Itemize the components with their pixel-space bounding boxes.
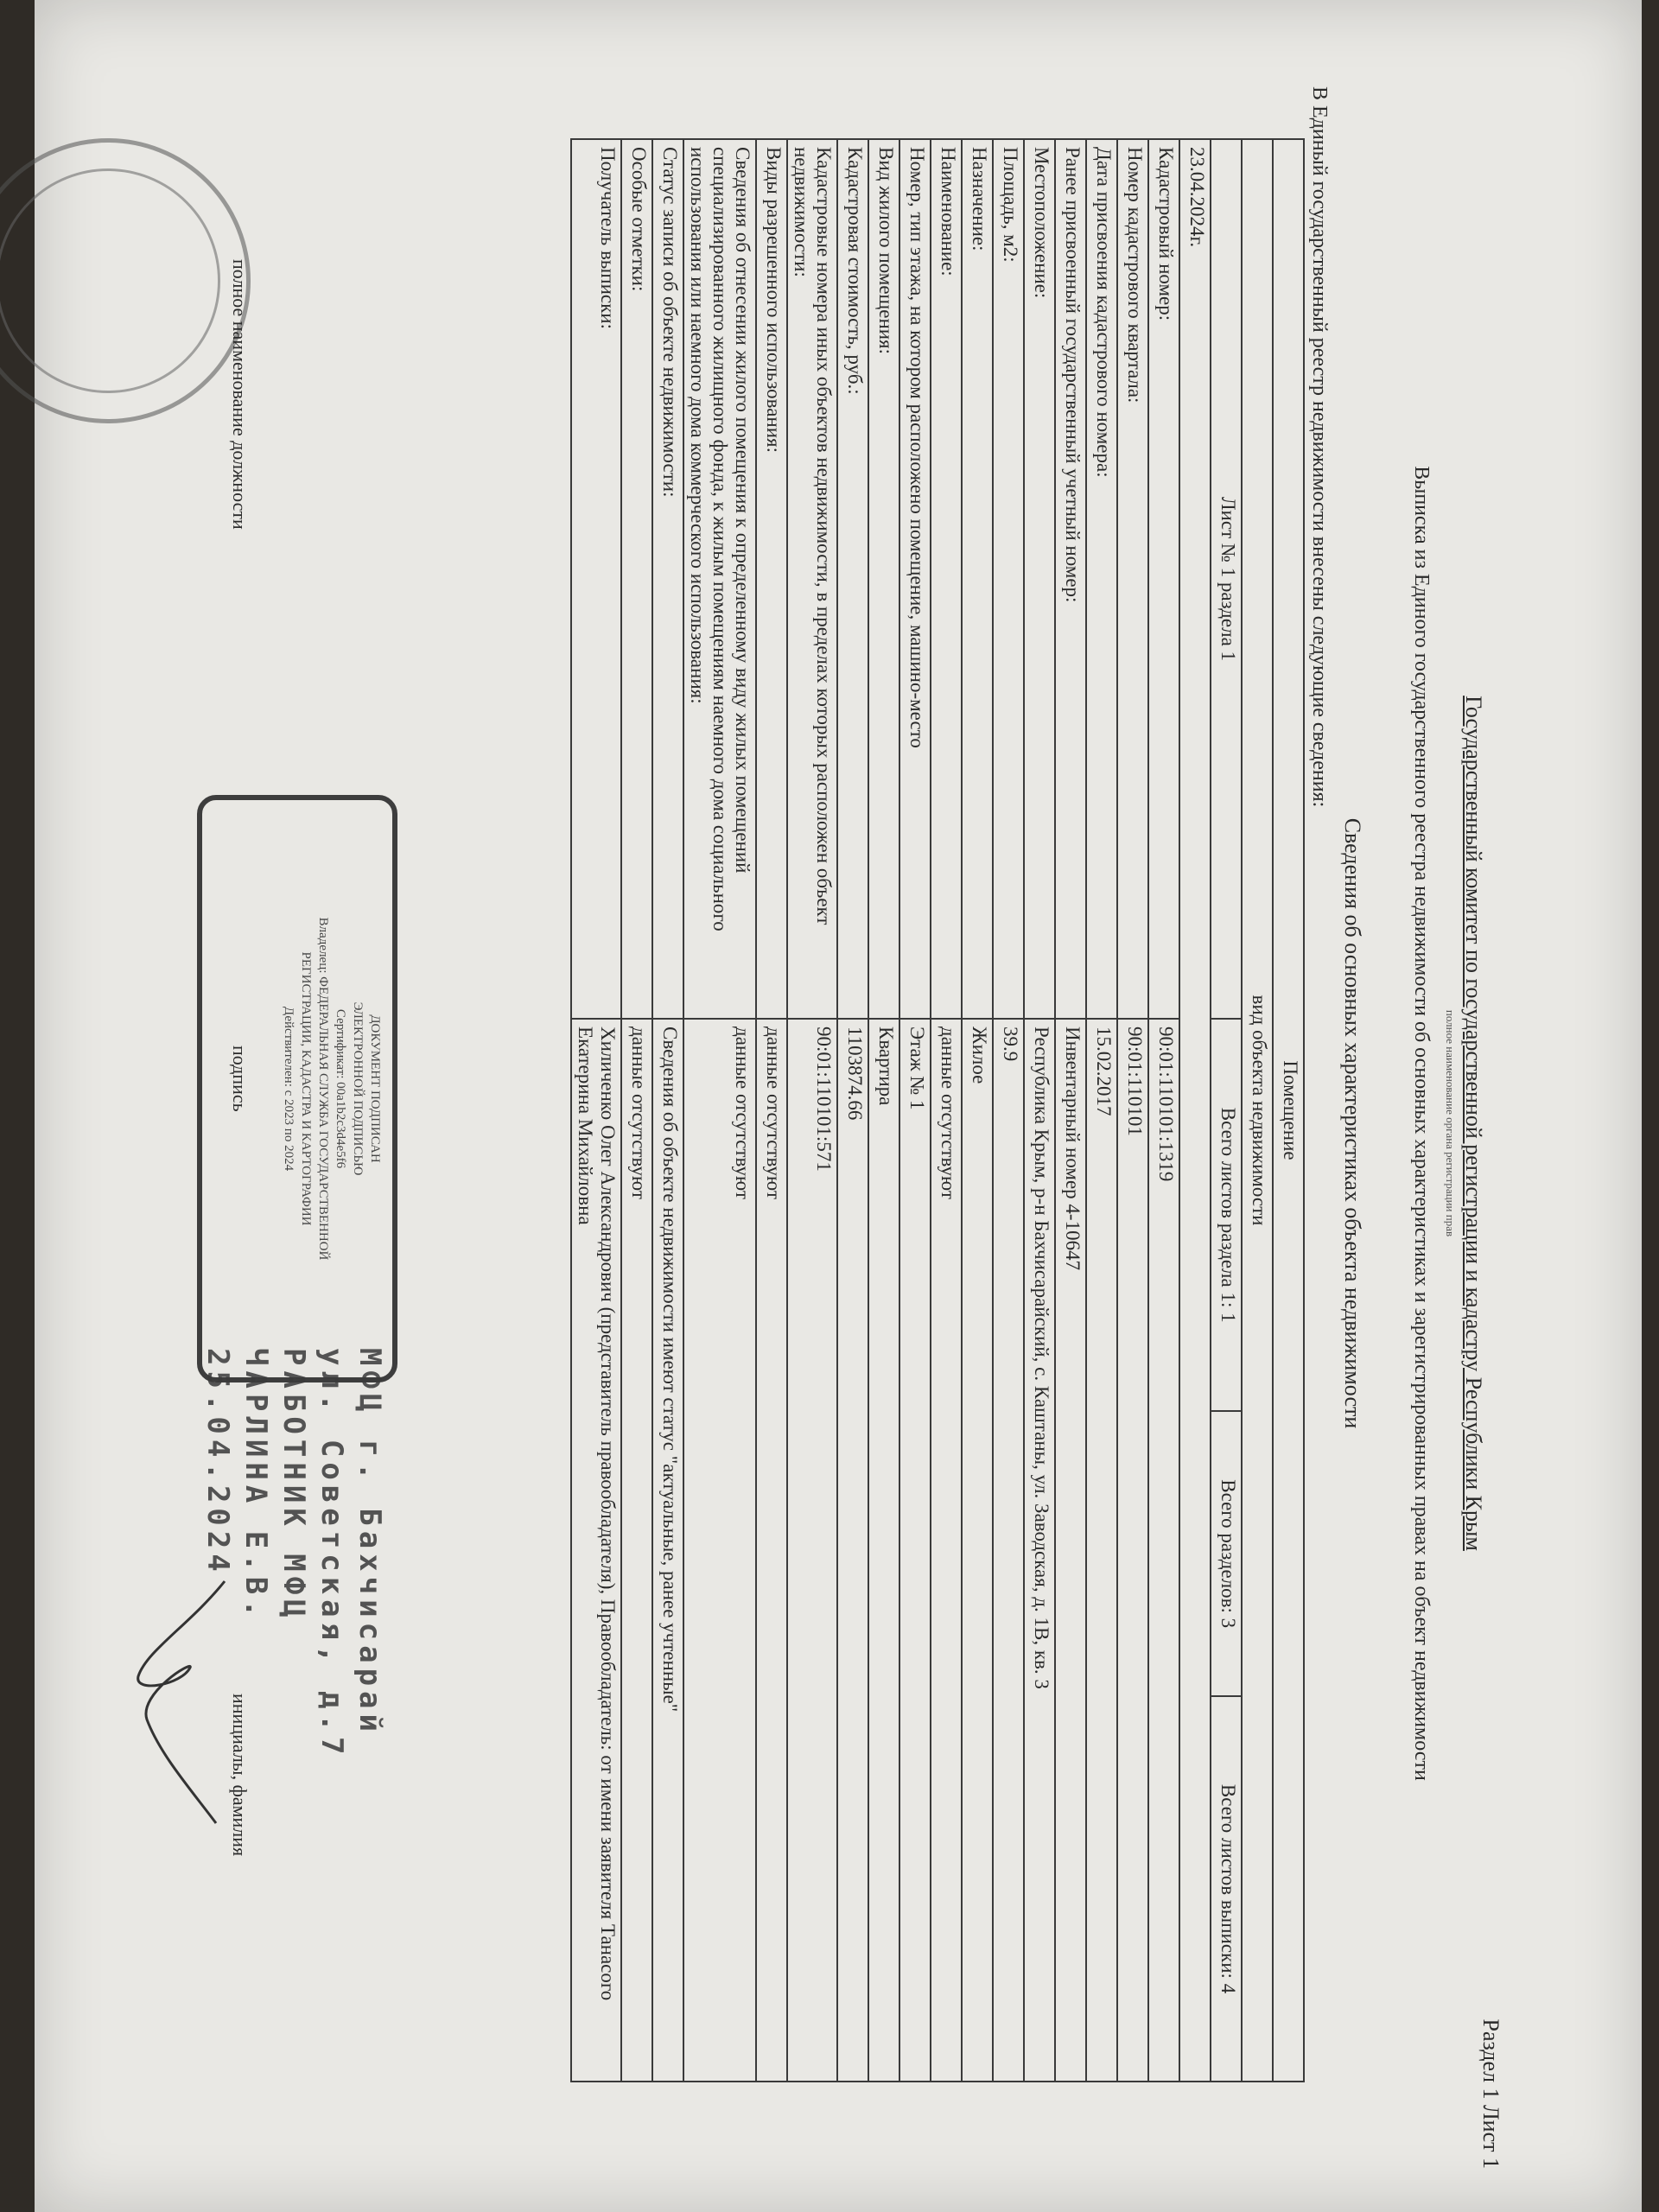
row-label: Ранее присвоенный государственный учетный номер: [1055,139,1086,1019]
mfc-stamp-line-1: МФЦ г. Бахчисарай [353,1348,387,1737]
object-type: Помещение [1273,139,1304,2082]
row-value: Инвентарный номер 4-10647 [1055,1019,1086,2082]
row-label: Местоположение: [1024,139,1055,1019]
row-label: Кадастровая стоимость, руб.: [837,139,868,1019]
row-value: Сведения об объекте недвижимости имеют статус "актуальные, ранее учтенные" [652,1019,683,2082]
table-row [1055,139,1086,2082]
row-value: 90:01:110101:571 [787,1019,837,2082]
row-value: 1103874.66 [837,1019,868,2082]
sign-caption: подпись [229,1046,251,1112]
table-row [1024,139,1055,2082]
row-value: Хиличенко Олег Александрович (представитель правообладателя), Правообладатель: от имени заявителя Танасого Екатерина Михайловна [571,1019,621,2082]
table-row [837,139,868,2082]
handwritten-signature [121,1573,242,1832]
row-label: Кадастровый номер: [1148,139,1179,1019]
extract-date: 23.04.2024г. [1179,139,1211,2082]
table-row [962,139,993,2082]
document-title: Выписка из Единого государственного реестра недвижимости об основных характеристиках и зарегистрированных правах на объект недвижимости [1410,466,1433,1781]
row-value: Республика Крым, р-н Бахчисарайский, с. Каштаны, ул. Заводская, д. 1В, кв. 3 [1024,1019,1055,2082]
row-label: Статус записи об объекте недвижимости: [652,139,683,1019]
table-row [756,139,787,2082]
position-caption: полное наименование должности [229,259,251,530]
rotated-document [104,52,1521,2195]
ds-line-2: Владелец: ФЕДЕРАЛЬНАЯ СЛУЖБА ГОСУДАРСТВЕННОЙ [316,917,330,1261]
table-row [899,139,931,2082]
row-value: данные отсутствуют [931,1019,962,2082]
row-label: Виды разрешенного использования: [756,139,787,1019]
row-label: Сведения об отнесении жилого помещения к определенному виду жилых помещений специализированного жилищного фонда, к жилым помещениям наемного дома социального использования или наемного дома коммерческого использования: [683,139,756,1019]
table-row [1117,139,1148,2082]
table-row [1148,139,1179,2082]
mfc-stamp-line-5: 25.04.2024 [200,1348,235,1577]
seal-stamp [0,138,251,423]
mfc-stamp-line-4: ЧАРЛИНА Е.В. [238,1348,273,1623]
row-value: 90:01:110101:1319 [1148,1019,1179,2082]
row-label: Номер кадастрового квартала: [1117,139,1148,1019]
intro-text: В Единый государственный реестр недвижимости внесены следующие сведения: [1308,86,1331,808]
row-value: 90:01:110101 [1117,1019,1148,2082]
row-value: Этаж № 1 [899,1019,931,2082]
table-row [571,139,621,2082]
table-row [787,139,837,2082]
organization-caption: полное наименование органа регистрации прав [1444,1009,1457,1237]
name-caption: инициалы, фамилия [229,1694,251,1857]
row-value: 39.9 [993,1019,1024,2082]
ds-line-1: Сертификат: 00a1b2c3d4e5f6 [334,1008,347,1169]
row-value: 15.02.2017 [1086,1019,1117,2082]
sheets-total: Всего листов выписки: 4 [1211,1696,1242,2082]
mfc-stamp-line-2: ул. Советская, д.7 [315,1348,349,1760]
table-row [931,139,962,2082]
table-row [621,139,652,2082]
row-label: Назначение: [962,139,993,1019]
ds-subtitle: ЭЛЕКТРОННОЙ ПОДПИСЬЮ [351,1001,365,1176]
row-label: Номер, тип этажа, на котором расположено помещение, машино-место [899,139,931,1019]
row-value: данные отсутствуют [683,1019,756,2082]
row-label: Получатель выписки: [571,139,621,1019]
sheet-number: Лист № 1 раздела 1 [1211,139,1242,1019]
row-label: Дата присвоения кадастрового номера: [1086,139,1117,1019]
digital-signature-box [197,795,397,1382]
row-label: Площадь, м2: [993,139,1024,1019]
sheets-in-section: Всего листов раздела 1: 1 [1211,1019,1242,1411]
table-row [868,139,899,2082]
row-value: Жилое [962,1019,993,2082]
table-row [993,139,1024,2082]
table-row [1086,139,1117,2082]
organization-name: Государственный комитет по государственной регистрации и кадастру Республики Крым [1461,696,1486,1551]
sections-total: Всего разделов: 3 [1211,1411,1242,1696]
characteristics-rows [571,139,1179,2082]
row-label: Особые отметки: [621,139,652,1019]
section-sheet-label: Раздел 1 Лист 1 [1478,2018,1503,2169]
table-row [683,139,756,2082]
row-label: Наименование: [931,139,962,1019]
row-label: Кадастровые номера иных объектов недвижимости, в пределах которых расположен объект недвижимости: [787,139,837,1019]
object-type-caption: вид объекта недвижимости [1242,139,1273,2082]
row-value: Квартира [868,1019,899,2082]
row-label: Вид жилого помещения: [868,139,899,1019]
ds-line-3: РЕГИСТРАЦИИ, КАДАСТРА И КАРТОГРАФИИ [299,951,313,1226]
row-value: данные отсутствуют [756,1019,787,2082]
ds-line-4: Действителен: с 2023 по 2024 [282,1006,296,1172]
document-subtitle: Сведения об основных характеристиках объекта недвижимости [1340,817,1365,1429]
paper-sheet [35,0,1642,2212]
mfc-stamp-line-3: РАБОТНИК МФЦ [276,1348,311,1623]
ds-title: ДОКУМЕНТ ПОДПИСАН [368,1014,382,1163]
characteristics-table [570,138,1305,2082]
table-row [652,139,683,2082]
row-value: данные отсутствуют [621,1019,652,2082]
